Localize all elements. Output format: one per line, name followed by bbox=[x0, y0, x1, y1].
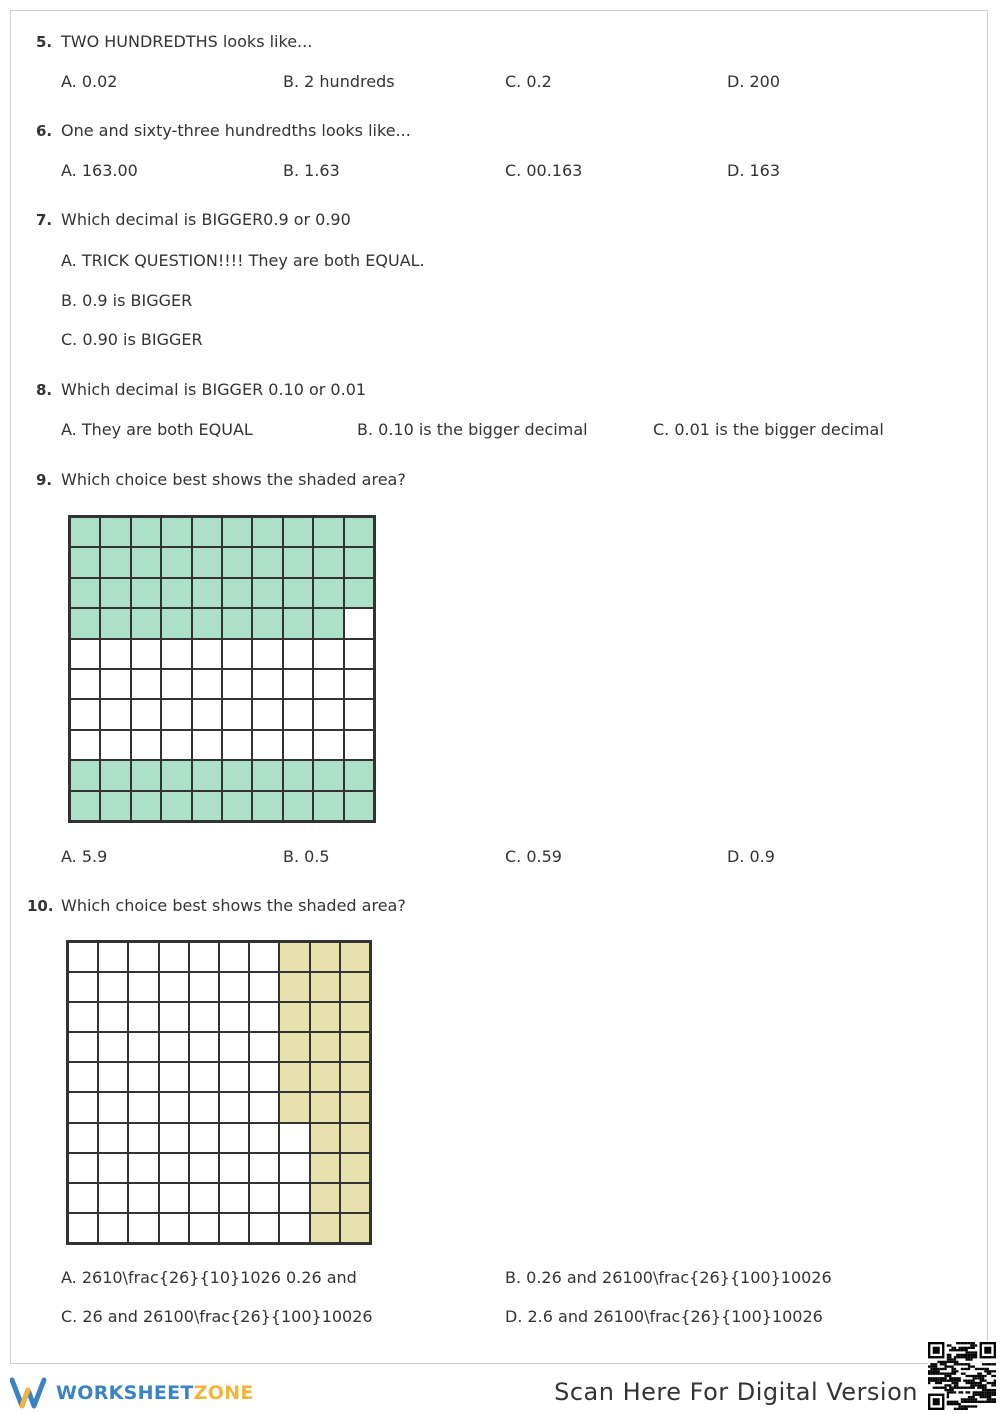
grid-cell bbox=[252, 669, 282, 699]
grid-cell-shaded bbox=[313, 547, 343, 577]
grid-cell-shaded bbox=[222, 547, 252, 577]
grid-cell bbox=[70, 699, 100, 729]
grid-cell bbox=[70, 639, 100, 669]
hundred-grid-q10 bbox=[66, 940, 372, 1245]
grid-cell bbox=[219, 942, 249, 972]
grid-cell-shaded bbox=[340, 1153, 370, 1183]
grid-cell bbox=[279, 1213, 309, 1243]
grid-cell-shaded bbox=[313, 578, 343, 608]
question-9-text: Which choice best shows the shaded area? bbox=[61, 470, 406, 489]
grid-cell bbox=[68, 972, 98, 1002]
grid-cell bbox=[100, 699, 130, 729]
grid-cell bbox=[313, 639, 343, 669]
grid-cell bbox=[249, 972, 279, 1002]
grid-cell-shaded bbox=[313, 791, 343, 821]
question-10-number: 10. bbox=[27, 897, 54, 915]
grid-cell-shaded bbox=[222, 608, 252, 638]
grid-cell bbox=[159, 1123, 189, 1153]
q6-option-c[interactable]: C. 00.163 bbox=[505, 161, 583, 180]
grid-cell-shaded bbox=[70, 578, 100, 608]
grid-cell bbox=[159, 942, 189, 972]
grid-cell bbox=[161, 730, 191, 760]
grid-cell-shaded bbox=[344, 547, 374, 577]
grid-cell bbox=[249, 1183, 279, 1213]
q8-option-c[interactable]: C. 0.01 is the bigger decimal bbox=[653, 420, 884, 439]
grid-cell bbox=[219, 972, 249, 1002]
grid-cell-shaded bbox=[192, 547, 222, 577]
grid-cell bbox=[283, 669, 313, 699]
grid-cell-shaded bbox=[100, 791, 130, 821]
grid-cell bbox=[159, 1032, 189, 1062]
grid-cell-shaded bbox=[279, 1032, 309, 1062]
grid-cell-shaded bbox=[252, 791, 282, 821]
grid-cell bbox=[283, 699, 313, 729]
grid-cell bbox=[283, 639, 313, 669]
logo-text-zone: ZONE bbox=[193, 1382, 254, 1404]
q5-option-c[interactable]: C. 0.2 bbox=[505, 72, 552, 91]
grid-cell bbox=[222, 639, 252, 669]
grid-cell bbox=[98, 1153, 128, 1183]
question-6-text: One and sixty-three hundredths looks like... bbox=[61, 121, 411, 140]
q6-option-b[interactable]: B. 1.63 bbox=[283, 161, 340, 180]
grid-cell-shaded bbox=[340, 1213, 370, 1243]
grid-cell-shaded bbox=[252, 517, 282, 547]
grid-cell-shaded bbox=[70, 791, 100, 821]
grid-cell-shaded bbox=[100, 547, 130, 577]
hundred-grid-q9 bbox=[68, 515, 376, 823]
grid-cell bbox=[128, 1062, 158, 1092]
grid-cell-shaded bbox=[344, 578, 374, 608]
grid-cell bbox=[159, 1002, 189, 1032]
grid-cell-shaded bbox=[70, 517, 100, 547]
grid-cell bbox=[131, 730, 161, 760]
grid-cell-shaded bbox=[252, 578, 282, 608]
grid-cell-shaded bbox=[100, 517, 130, 547]
grid-cell bbox=[344, 699, 374, 729]
grid-cell-shaded bbox=[310, 1032, 340, 1062]
grid-cell bbox=[98, 1123, 128, 1153]
q8-option-a[interactable]: A. They are both EQUAL bbox=[61, 420, 253, 439]
grid-cell-shaded bbox=[340, 972, 370, 1002]
grid-cell bbox=[128, 1032, 158, 1062]
grid-cell bbox=[98, 1032, 128, 1062]
grid-cell bbox=[100, 669, 130, 699]
logo-text-worksheet: WORKSHEET bbox=[56, 1382, 194, 1404]
grid-cell-shaded bbox=[279, 1002, 309, 1032]
grid-cell bbox=[159, 972, 189, 1002]
grid-cell-shaded bbox=[161, 517, 191, 547]
grid-cell-shaded bbox=[310, 972, 340, 1002]
grid-cell-shaded bbox=[161, 547, 191, 577]
logo-w-icon bbox=[10, 1376, 52, 1410]
grid-cell-shaded bbox=[279, 942, 309, 972]
grid-cell bbox=[161, 699, 191, 729]
grid-cell-shaded bbox=[283, 517, 313, 547]
q8-option-b[interactable]: B. 0.10 is the bigger decimal bbox=[357, 420, 588, 439]
grid-cell bbox=[128, 972, 158, 1002]
grid-cell bbox=[283, 730, 313, 760]
grid-cell-shaded bbox=[340, 1123, 370, 1153]
grid-cell bbox=[159, 1153, 189, 1183]
grid-cell-shaded bbox=[161, 578, 191, 608]
q6-option-a[interactable]: A. 163.00 bbox=[61, 161, 138, 180]
grid-cell bbox=[159, 1092, 189, 1122]
grid-cell bbox=[100, 639, 130, 669]
q10-option-b[interactable]: B. 0.26 and 26100\frac{26}{100}10026 bbox=[505, 1268, 832, 1287]
grid-cell-shaded bbox=[131, 547, 161, 577]
grid-cell bbox=[98, 1183, 128, 1213]
grid-cell bbox=[219, 1002, 249, 1032]
grid-cell bbox=[128, 1092, 158, 1122]
grid-cell bbox=[189, 1062, 219, 1092]
grid-cell bbox=[128, 1213, 158, 1243]
q7-option-c[interactable]: C. 0.90 is BIGGER bbox=[61, 330, 203, 349]
grid-cell bbox=[68, 1002, 98, 1032]
grid-cell bbox=[222, 669, 252, 699]
q9-option-b[interactable]: B. 0.5 bbox=[283, 847, 330, 866]
grid-cell bbox=[161, 669, 191, 699]
grid-cell bbox=[189, 1153, 219, 1183]
q5-option-b[interactable]: B. 2 hundreds bbox=[283, 72, 395, 91]
grid-cell-shaded bbox=[222, 791, 252, 821]
grid-cell bbox=[192, 639, 222, 669]
grid-cell-shaded bbox=[340, 1032, 370, 1062]
grid-cell bbox=[249, 1062, 279, 1092]
grid-cell-shaded bbox=[192, 608, 222, 638]
grid-cell-shaded bbox=[313, 517, 343, 547]
question-10-text: Which choice best shows the shaded area? bbox=[61, 896, 406, 915]
question-9-number: 9. bbox=[36, 471, 53, 489]
question-8-number: 8. bbox=[36, 381, 53, 399]
grid-cell bbox=[219, 1123, 249, 1153]
grid-cell-shaded bbox=[131, 760, 161, 790]
grid-cell bbox=[344, 669, 374, 699]
grid-cell bbox=[189, 1002, 219, 1032]
grid-cell-shaded bbox=[340, 1092, 370, 1122]
grid-cell-shaded bbox=[252, 547, 282, 577]
grid-cell-shaded bbox=[279, 972, 309, 1002]
grid-cell bbox=[313, 730, 343, 760]
question-5-text: TWO HUNDREDTHS looks like... bbox=[61, 32, 313, 51]
grid-cell-shaded bbox=[252, 760, 282, 790]
question-5-number: 5. bbox=[36, 33, 53, 51]
grid-cell-shaded bbox=[222, 760, 252, 790]
grid-cell-shaded bbox=[344, 517, 374, 547]
grid-cell-shaded bbox=[100, 578, 130, 608]
grid-cell bbox=[98, 1213, 128, 1243]
grid-cell-shaded bbox=[252, 608, 282, 638]
grid-cell-shaded bbox=[310, 1002, 340, 1032]
qr-code-icon[interactable] bbox=[928, 1342, 996, 1410]
grid-cell bbox=[344, 730, 374, 760]
grid-cell bbox=[161, 639, 191, 669]
q9-option-a[interactable]: A. 5.9 bbox=[61, 847, 108, 866]
grid-cell-shaded bbox=[313, 760, 343, 790]
grid-cell-shaded bbox=[131, 791, 161, 821]
grid-cell-shaded bbox=[283, 791, 313, 821]
grid-cell-shaded bbox=[283, 547, 313, 577]
grid-cell bbox=[313, 699, 343, 729]
grid-cell bbox=[344, 608, 374, 638]
q10-option-d[interactable]: D. 2.6 and 26100\frac{26}{100}10026 bbox=[505, 1307, 823, 1326]
grid-cell-shaded bbox=[131, 578, 161, 608]
grid-cell bbox=[249, 942, 279, 972]
grid-cell-shaded bbox=[100, 608, 130, 638]
grid-cell bbox=[131, 699, 161, 729]
grid-cell bbox=[192, 730, 222, 760]
grid-cell-shaded bbox=[310, 1062, 340, 1092]
grid-cell bbox=[252, 730, 282, 760]
grid-cell-shaded bbox=[310, 1092, 340, 1122]
grid-cell-shaded bbox=[310, 1123, 340, 1153]
q5-option-d[interactable]: D. 200 bbox=[727, 72, 781, 91]
grid-cell-shaded bbox=[161, 608, 191, 638]
grid-cell bbox=[68, 1153, 98, 1183]
grid-cell bbox=[98, 1002, 128, 1032]
grid-cell bbox=[128, 942, 158, 972]
grid-cell bbox=[68, 1032, 98, 1062]
q7-option-b[interactable]: B. 0.9 is BIGGER bbox=[61, 291, 193, 310]
grid-cell-shaded bbox=[310, 1213, 340, 1243]
q9-option-d[interactable]: D. 0.9 bbox=[727, 847, 775, 866]
q9-option-c[interactable]: C. 0.59 bbox=[505, 847, 562, 866]
q5-option-a[interactable]: A. 0.02 bbox=[61, 72, 118, 91]
grid-cell bbox=[159, 1213, 189, 1243]
grid-cell bbox=[98, 972, 128, 1002]
grid-cell bbox=[128, 1123, 158, 1153]
grid-cell bbox=[70, 669, 100, 699]
grid-cell bbox=[219, 1213, 249, 1243]
grid-cell-shaded bbox=[70, 760, 100, 790]
grid-cell bbox=[252, 699, 282, 729]
grid-cell-shaded bbox=[283, 760, 313, 790]
grid-cell bbox=[189, 972, 219, 1002]
grid-cell bbox=[68, 1183, 98, 1213]
grid-cell bbox=[219, 1092, 249, 1122]
grid-cell-shaded bbox=[344, 791, 374, 821]
q10-option-a[interactable]: A. 2610\frac{26}{10}1026 0.26 and bbox=[61, 1268, 357, 1287]
q6-option-d[interactable]: D. 163 bbox=[727, 161, 781, 180]
grid-cell bbox=[189, 942, 219, 972]
grid-cell bbox=[98, 942, 128, 972]
grid-cell-shaded bbox=[131, 608, 161, 638]
grid-cell bbox=[249, 1153, 279, 1183]
grid-cell bbox=[249, 1213, 279, 1243]
grid-cell-shaded bbox=[222, 517, 252, 547]
grid-cell bbox=[159, 1183, 189, 1213]
grid-cell bbox=[249, 1032, 279, 1062]
grid-cell bbox=[98, 1062, 128, 1092]
question-7-text: Which decimal is BIGGER0.9 or 0.90 bbox=[61, 210, 351, 229]
grid-cell bbox=[68, 942, 98, 972]
grid-cell bbox=[344, 639, 374, 669]
grid-cell bbox=[68, 1213, 98, 1243]
grid-cell-shaded bbox=[70, 547, 100, 577]
grid-cell bbox=[249, 1123, 279, 1153]
grid-cell bbox=[222, 730, 252, 760]
grid-cell bbox=[192, 699, 222, 729]
grid-cell-shaded bbox=[192, 760, 222, 790]
grid-cell-shaded bbox=[283, 608, 313, 638]
grid-cell-shaded bbox=[344, 760, 374, 790]
grid-cell-shaded bbox=[222, 578, 252, 608]
grid-cell bbox=[219, 1183, 249, 1213]
grid-cell bbox=[279, 1183, 309, 1213]
grid-cell-shaded bbox=[192, 578, 222, 608]
grid-cell bbox=[219, 1153, 249, 1183]
grid-cell bbox=[279, 1153, 309, 1183]
q10-option-c[interactable]: C. 26 and 26100\frac{26}{100}10026 bbox=[61, 1307, 373, 1326]
grid-cell bbox=[189, 1032, 219, 1062]
grid-cell-shaded bbox=[131, 517, 161, 547]
question-7-number: 7. bbox=[36, 211, 53, 229]
grid-cell bbox=[189, 1183, 219, 1213]
grid-cell bbox=[252, 639, 282, 669]
grid-cell-shaded bbox=[161, 791, 191, 821]
grid-cell bbox=[219, 1062, 249, 1092]
grid-cell bbox=[219, 1032, 249, 1062]
grid-cell bbox=[189, 1123, 219, 1153]
grid-cell bbox=[70, 730, 100, 760]
grid-cell-shaded bbox=[310, 1153, 340, 1183]
grid-cell-shaded bbox=[192, 517, 222, 547]
grid-cell bbox=[222, 699, 252, 729]
grid-cell-shaded bbox=[310, 942, 340, 972]
grid-cell-shaded bbox=[310, 1183, 340, 1213]
grid-cell bbox=[249, 1002, 279, 1032]
grid-cell bbox=[189, 1092, 219, 1122]
grid-cell-shaded bbox=[313, 608, 343, 638]
grid-cell-shaded bbox=[100, 760, 130, 790]
grid-cell-shaded bbox=[340, 1062, 370, 1092]
grid-cell-shaded bbox=[279, 1062, 309, 1092]
grid-cell bbox=[249, 1092, 279, 1122]
grid-cell bbox=[68, 1092, 98, 1122]
grid-cell bbox=[279, 1123, 309, 1153]
grid-cell bbox=[68, 1062, 98, 1092]
grid-cell-shaded bbox=[279, 1092, 309, 1122]
grid-cell bbox=[128, 1153, 158, 1183]
grid-cell-shaded bbox=[340, 1183, 370, 1213]
grid-cell bbox=[128, 1002, 158, 1032]
worksheetzone-logo[interactable] bbox=[10, 1376, 254, 1410]
grid-cell bbox=[159, 1062, 189, 1092]
grid-cell bbox=[192, 669, 222, 699]
grid-cell-shaded bbox=[340, 1002, 370, 1032]
grid-cell bbox=[100, 730, 130, 760]
q7-option-a[interactable]: A. TRICK QUESTION!!!! They are both EQUAL. bbox=[61, 251, 425, 270]
grid-cell-shaded bbox=[340, 942, 370, 972]
grid-cell-shaded bbox=[70, 608, 100, 638]
question-8-text: Which decimal is BIGGER 0.10 or 0.01 bbox=[61, 380, 367, 399]
scan-here-text: Scan Here For Digital Version bbox=[554, 1378, 918, 1406]
grid-cell-shaded bbox=[161, 760, 191, 790]
grid-cell bbox=[128, 1183, 158, 1213]
grid-cell bbox=[98, 1092, 128, 1122]
grid-cell-shaded bbox=[192, 791, 222, 821]
grid-cell-shaded bbox=[283, 578, 313, 608]
grid-cell bbox=[68, 1123, 98, 1153]
grid-cell bbox=[131, 669, 161, 699]
question-6-number: 6. bbox=[36, 122, 53, 140]
grid-cell bbox=[131, 639, 161, 669]
grid-cell bbox=[313, 669, 343, 699]
grid-cell bbox=[189, 1213, 219, 1243]
